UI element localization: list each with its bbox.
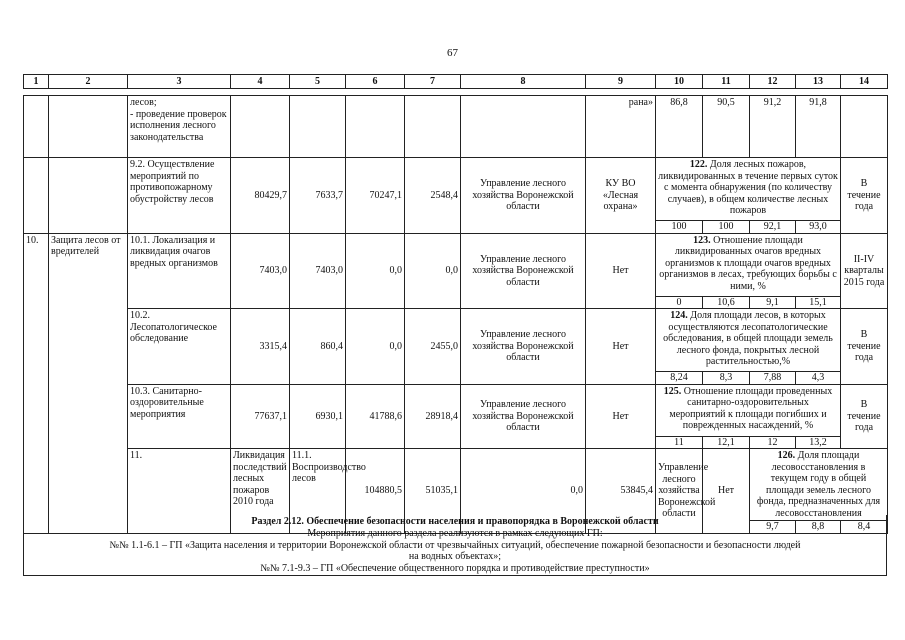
value-cell: 4,3: [796, 372, 841, 385]
activity-cell: 9.2. Осуществление мероприятий по противопожарному обустройству лесов: [128, 158, 231, 234]
value-cell: 11: [656, 436, 703, 449]
header-col-10: 10: [656, 75, 703, 89]
header-col-11: 11: [703, 75, 750, 89]
program-table: [23, 95, 888, 534]
amount-cell: 7633,7: [290, 158, 346, 234]
value-cell: 8,8: [796, 521, 841, 534]
activity-cell: 11.1. Воспроизводство лесов: [290, 449, 346, 534]
table-row: [24, 233, 888, 296]
amount-cell: 0,0: [346, 309, 405, 385]
row-number: 11.: [128, 449, 231, 534]
indicator-cell: [656, 158, 841, 221]
header-col-3: 3: [128, 75, 231, 89]
indicator-cell: [656, 233, 841, 296]
source-cell: Нет: [586, 309, 656, 385]
amount-cell: 6930,1: [290, 384, 346, 449]
value-cell: 86,8: [656, 96, 703, 158]
value-cell: 9,1: [750, 296, 796, 309]
indicator-cell: [656, 384, 841, 436]
executor-cell: Управление лесного хозяйства Воронежской области: [656, 449, 703, 534]
header-col-12: 12: [750, 75, 796, 89]
indicator-text: Доля лесных пожаров, ликвидированных в течение первых суток с момента обнаружения (по количеству случаев), в общем количестве лесных пожаров: [658, 159, 838, 216]
executor-cell: Управление лесного хозяйства Воронежской области: [461, 384, 586, 449]
indicator-number: 122.: [689, 159, 708, 170]
value-cell: 12: [750, 436, 796, 449]
value-cell: 8,3: [703, 372, 750, 385]
source-cell: КУ ВО «Лесная охрана»: [586, 158, 656, 234]
section-footer: [23, 515, 887, 576]
activity-cell: 10.2. Лесопатологическое обследование: [128, 309, 231, 385]
page-number: 67: [447, 47, 458, 59]
amount-cell: 53845,4: [586, 449, 656, 534]
source-cell: Нет: [586, 384, 656, 449]
source-cell: Нет: [586, 233, 656, 309]
term-cell: В течение года: [841, 309, 888, 385]
amount-cell: 77637,1: [231, 384, 290, 449]
task-name: Защита лесов от вредителей: [49, 233, 128, 533]
value-cell: 12,1: [703, 436, 750, 449]
amount-cell: 41788,6: [346, 384, 405, 449]
amount-cell: 7403,0: [231, 233, 290, 309]
amount-cell: 104880,5: [346, 449, 405, 534]
amount-cell: 0,0: [461, 449, 586, 534]
header-col-7: 7: [405, 75, 461, 89]
section-title: Раздел 2.12. Обеспечение безопасности населения и правопорядка в Воронежской области: [251, 516, 659, 527]
amount-cell: 860,4: [290, 309, 346, 385]
term-cell: II-IV кварталы 2015 года: [841, 233, 888, 309]
section-line: Мероприятия данного раздела реализуются в рамках следующих ГП:: [307, 527, 603, 539]
value-cell: 91,8: [796, 96, 841, 158]
value-cell: 0: [656, 296, 703, 309]
value-cell: 93,0: [796, 221, 841, 234]
executor-cell: Управление лесного хозяйства Воронежской области: [461, 233, 586, 309]
value-cell: 7,88: [750, 372, 796, 385]
indicator-number: 124.: [670, 310, 688, 321]
value-cell: 10,6: [703, 296, 750, 309]
header-col-8: 8: [461, 75, 586, 89]
indicator-text: Отношение площади ликвидированных очагов вредных организмов к площади очагов вредных организмов в лесах, требующих борьбы с ними, %: [659, 234, 837, 292]
table-row: [24, 96, 888, 158]
indicator-cell: [750, 449, 888, 521]
indicator-text: Доля площади лесов, в которых осуществляются лесопатологические обследования, в общей площади земель лесного фонда, покрытых лесной растительностью,%: [663, 310, 833, 367]
value-cell: 9,7: [750, 521, 796, 534]
column-number-header: [23, 74, 888, 89]
executor-cell: Управление лесного хозяйства Воронежской области: [461, 309, 586, 385]
header-col-13: 13: [796, 75, 841, 89]
value-cell: 91,2: [750, 96, 796, 158]
header-col-1: 1: [24, 75, 49, 89]
table-row: [24, 309, 888, 372]
amount-cell: 7403,0: [290, 233, 346, 309]
amount-cell: 80429,7: [231, 158, 290, 234]
section-line: №№ 7.1-9.3 – ГП «Обеспечение общественного порядка и противодействие преступности»: [260, 563, 650, 575]
value-cell: 100: [656, 221, 703, 234]
value-cell: 13,2: [796, 436, 841, 449]
header-col-4: 4: [231, 75, 290, 89]
value-cell: 90,5: [703, 96, 750, 158]
row-number: 10.: [24, 233, 49, 533]
source-cell: Нет: [703, 449, 750, 534]
indicator-number: 126.: [777, 450, 796, 461]
amount-cell: 0,0: [405, 233, 461, 309]
indicator-text: Доля площади лесовосстановления в текущем году в общей площади земель лесного фонда, предназначенных для лесовосстановления: [756, 450, 881, 519]
amount-cell: 51035,1: [405, 449, 461, 534]
task-name: Ликвидация последствий лесных пожаров 2010 года: [231, 449, 290, 534]
header-col-6: 6: [346, 75, 405, 89]
value-cell: 100: [703, 221, 750, 234]
value-cell: 8,24: [656, 372, 703, 385]
executor-cell: Управление лесного хозяйства Воронежской области: [461, 158, 586, 234]
amount-cell: 0,0: [346, 233, 405, 309]
header-col-2: 2: [49, 75, 128, 89]
amount-cell: 70247,1: [346, 158, 405, 234]
amount-cell: 3315,4: [231, 309, 290, 385]
amount-cell: 28918,4: [405, 384, 461, 449]
value-cell: 8,4: [841, 521, 888, 534]
header-col-5: 5: [290, 75, 346, 89]
value-cell: 92,1: [750, 221, 796, 234]
term-cell: В течение года: [841, 384, 888, 449]
term-cell: В течение года: [841, 158, 888, 234]
indicator-text: Отношение площади проведенных санитарно-оздоровительных мероприятий к площади погибших и поврежденных насаждений, %: [669, 385, 833, 431]
section-line: №№ 1.1-6.1 – ГП «Защита населения и территории Воронежской области от чрезвычайных ситуаций, обеспечение пожарной безопасности и безопасности людей: [109, 539, 801, 551]
amount-cell: 2455,0: [405, 309, 461, 385]
indicator-number: 125.: [663, 385, 682, 397]
activity-cell: 10.1. Локализация и ликвидация очагов вредных организмов: [128, 233, 231, 309]
table-row: [24, 449, 888, 521]
value-cell: 15,1: [796, 296, 841, 309]
activity-cell: 10.3. Санитарно-оздоровительные мероприятия: [128, 384, 231, 449]
table-row: [24, 384, 888, 436]
section-line: на водных объектах»;: [408, 551, 502, 563]
table-row: [24, 158, 888, 221]
source-cell: рана»: [586, 96, 656, 158]
indicator-cell: [656, 309, 841, 372]
indicator-number: 123.: [693, 234, 711, 246]
header-col-14: 14: [841, 75, 888, 89]
activity-cell: лесов; - проведение проверок исполнения лесного законодательства: [128, 96, 231, 158]
amount-cell: 2548,4: [405, 158, 461, 234]
header-col-9: 9: [586, 75, 656, 89]
